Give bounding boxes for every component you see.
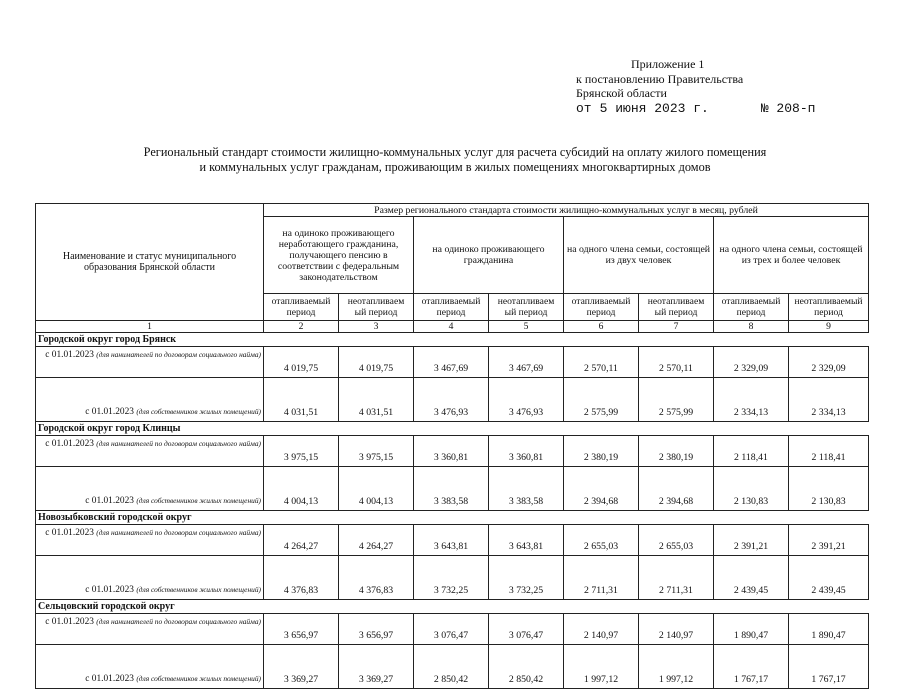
table-row <box>36 467 869 511</box>
header-standard-size: Размер регионального стандарта стоимости жилищно-коммунальных услуг в месяц, рублей <box>264 204 869 217</box>
value-cell: 3 369,27 <box>339 645 414 689</box>
value-cell: 1 767,17 <box>714 645 789 689</box>
column-number: 5 <box>489 321 564 333</box>
value-cell: 3 656,97 <box>339 614 414 645</box>
value-cell: 2 380,19 <box>639 436 714 467</box>
appendix-block <box>576 57 815 116</box>
row-date: с 01.01.2023 <box>85 407 134 417</box>
appendix-region: Брянской области <box>576 86 667 100</box>
section-blank-cell <box>789 422 869 436</box>
value-cell: 3 383,58 <box>489 467 564 511</box>
row-date: с 01.01.2023 <box>45 350 94 360</box>
section-title: Городской округ город Клинцы <box>36 422 789 436</box>
value-cell: 4 264,27 <box>264 525 339 556</box>
row-label <box>36 436 264 467</box>
row-note: (для собственников жилых помещений) <box>136 496 261 505</box>
value-cell: 1 890,47 <box>789 614 869 645</box>
header-group-single: на одиноко проживающего гражданина <box>414 217 564 294</box>
value-cell: 4 376,83 <box>264 556 339 600</box>
section-blank-cell <box>789 600 869 614</box>
row-date: с 01.01.2023 <box>45 528 94 538</box>
value-cell: 3 360,81 <box>414 436 489 467</box>
row-note: (для собственников жилых помещений) <box>136 407 261 416</box>
value-cell: 2 711,31 <box>564 556 639 600</box>
row-label <box>36 525 264 556</box>
section-blank-cell <box>789 333 869 347</box>
value-cell: 4 264,27 <box>339 525 414 556</box>
header-group-family-two: на одного члена семьи, состоящей из двух человек <box>564 217 714 294</box>
value-cell: 2 130,83 <box>714 467 789 511</box>
value-cell: 3 975,15 <box>264 436 339 467</box>
document-title <box>60 145 850 175</box>
section-header-row <box>36 422 869 436</box>
value-cell: 2 655,03 <box>564 525 639 556</box>
column-number: 1 <box>36 321 264 333</box>
value-cell: 1 997,12 <box>639 645 714 689</box>
value-cell: 2 391,21 <box>714 525 789 556</box>
header-group-family-three: на одного члена семьи, состоящей из трех и более человек <box>714 217 869 294</box>
table-row <box>36 556 869 600</box>
value-cell: 2 334,13 <box>789 378 869 422</box>
value-cell: 1 890,47 <box>714 614 789 645</box>
table-row <box>36 645 869 689</box>
value-cell: 2 570,11 <box>564 347 639 378</box>
section-title: Новозыбковский городской округ <box>36 511 789 525</box>
table-row <box>36 347 869 378</box>
value-cell: 4 031,51 <box>339 378 414 422</box>
row-date: с 01.01.2023 <box>85 585 134 595</box>
table-row <box>36 525 869 556</box>
section-title: Сельцовский городской округ <box>36 600 789 614</box>
row-note: (для нанимателей по договорам социального найма) <box>96 439 261 448</box>
column-number: 3 <box>339 321 414 333</box>
value-cell: 2 329,09 <box>714 347 789 378</box>
section-header-row <box>36 600 869 614</box>
value-cell: 2 140,97 <box>639 614 714 645</box>
value-cell: 3 732,25 <box>489 556 564 600</box>
value-cell: 2 575,99 <box>564 378 639 422</box>
value-cell: 1 767,17 <box>789 645 869 689</box>
row-date: с 01.01.2023 <box>45 617 94 627</box>
value-cell: 2 118,41 <box>714 436 789 467</box>
value-cell: 1 997,12 <box>564 645 639 689</box>
value-cell: 3 643,81 <box>414 525 489 556</box>
value-cell: 2 711,31 <box>639 556 714 600</box>
column-number: 9 <box>789 321 869 333</box>
value-cell: 2 850,42 <box>489 645 564 689</box>
row-date: с 01.01.2023 <box>85 496 134 506</box>
value-cell: 2 439,45 <box>714 556 789 600</box>
row-note: (для нанимателей по договорам социального найма) <box>96 617 261 626</box>
value-cell: 3 476,93 <box>414 378 489 422</box>
header-non-heating-period: неотапливаем ый период <box>339 294 414 321</box>
value-cell: 2 140,97 <box>564 614 639 645</box>
value-cell: 2 439,45 <box>789 556 869 600</box>
value-cell: 3 476,93 <box>489 378 564 422</box>
value-cell: 3 467,69 <box>414 347 489 378</box>
value-cell: 3 360,81 <box>489 436 564 467</box>
value-cell: 2 575,99 <box>639 378 714 422</box>
section-title: Городской округ город Брянск <box>36 333 789 347</box>
value-cell: 3 643,81 <box>489 525 564 556</box>
appendix-date: 5 июня 2023 г. <box>599 100 709 116</box>
column-number-row <box>36 321 869 333</box>
column-number: 6 <box>564 321 639 333</box>
column-number: 7 <box>639 321 714 333</box>
row-note: (для собственников жилых помещений) <box>136 585 261 594</box>
value-cell: 3 975,15 <box>339 436 414 467</box>
column-number: 2 <box>264 321 339 333</box>
row-label <box>36 556 264 600</box>
value-cell: 3 732,25 <box>414 556 489 600</box>
header-non-heating-period: неотапливаем ый период <box>489 294 564 321</box>
value-cell: 2 118,41 <box>789 436 869 467</box>
value-cell: 2 380,19 <box>564 436 639 467</box>
appendix-date-prefix: от <box>576 100 592 116</box>
row-note: (для нанимателей по договорам социального найма) <box>96 528 261 537</box>
value-cell: 2 334,13 <box>714 378 789 422</box>
row-note: (для нанимателей по договорам социального найма) <box>96 350 261 359</box>
value-cell: 3 383,58 <box>414 467 489 511</box>
row-date: с 01.01.2023 <box>85 674 134 684</box>
header-group-pensioner: на одиноко проживающего неработающего гражданина, получающего пенсию в соответствии с федеральным законодательством <box>264 217 414 294</box>
value-cell: 2 570,11 <box>639 347 714 378</box>
section-header-row <box>36 333 869 347</box>
value-cell: 3 076,47 <box>489 614 564 645</box>
header-heating-period: отапливаемый период <box>714 294 789 321</box>
document-title-line-1: Региональный стандарт стоимости жилищно-коммунальных услуг для расчета субсидий на оплату жилого помещения <box>143 145 767 159</box>
header-heating-period: отапливаемый период <box>414 294 489 321</box>
row-label <box>36 378 264 422</box>
table-body <box>36 333 869 689</box>
value-cell: 2 394,68 <box>564 467 639 511</box>
value-cell: 4 019,75 <box>264 347 339 378</box>
row-label <box>36 467 264 511</box>
value-cell: 4 004,13 <box>339 467 414 511</box>
value-cell: 3 467,69 <box>489 347 564 378</box>
appendix-title: Приложение 1 <box>631 57 705 71</box>
row-label <box>36 347 264 378</box>
value-cell: 2 130,83 <box>789 467 869 511</box>
section-blank-cell <box>789 511 869 525</box>
header-heating-period: отапливаемый период <box>264 294 339 321</box>
header-municipality-name: Наименование и статус муниципального образования Брянской области <box>36 204 264 321</box>
value-cell: 4 376,83 <box>339 556 414 600</box>
column-number: 4 <box>414 321 489 333</box>
table-row <box>36 378 869 422</box>
value-cell: 3 076,47 <box>414 614 489 645</box>
appendix-resolution: к постановлению Правительства <box>576 71 744 86</box>
appendix-date-line <box>576 102 815 117</box>
appendix-number: № 208-п <box>760 100 816 116</box>
value-cell: 2 329,09 <box>789 347 869 378</box>
header-heating-period: отапливаемый период <box>564 294 639 321</box>
value-cell: 2 655,03 <box>639 525 714 556</box>
column-number: 8 <box>714 321 789 333</box>
table-row <box>36 436 869 467</box>
value-cell: 2 391,21 <box>789 525 869 556</box>
header-non-heating-period: неотапливаемый период <box>789 294 869 321</box>
value-cell: 3 369,27 <box>264 645 339 689</box>
standard-cost-table <box>35 203 869 689</box>
header-non-heating-period: неотапливаем ый период <box>639 294 714 321</box>
section-header-row <box>36 511 869 525</box>
row-label <box>36 645 264 689</box>
value-cell: 3 656,97 <box>264 614 339 645</box>
row-note: (для собственников жилых помещений) <box>136 674 261 683</box>
value-cell: 2 394,68 <box>639 467 714 511</box>
value-cell: 4 004,13 <box>264 467 339 511</box>
value-cell: 2 850,42 <box>414 645 489 689</box>
value-cell: 4 031,51 <box>264 378 339 422</box>
row-date: с 01.01.2023 <box>45 439 94 449</box>
value-cell: 4 019,75 <box>339 347 414 378</box>
document-title-line-2: и коммунальных услуг гражданам, проживающим в жилых помещениях многоквартирных домов <box>199 160 711 174</box>
